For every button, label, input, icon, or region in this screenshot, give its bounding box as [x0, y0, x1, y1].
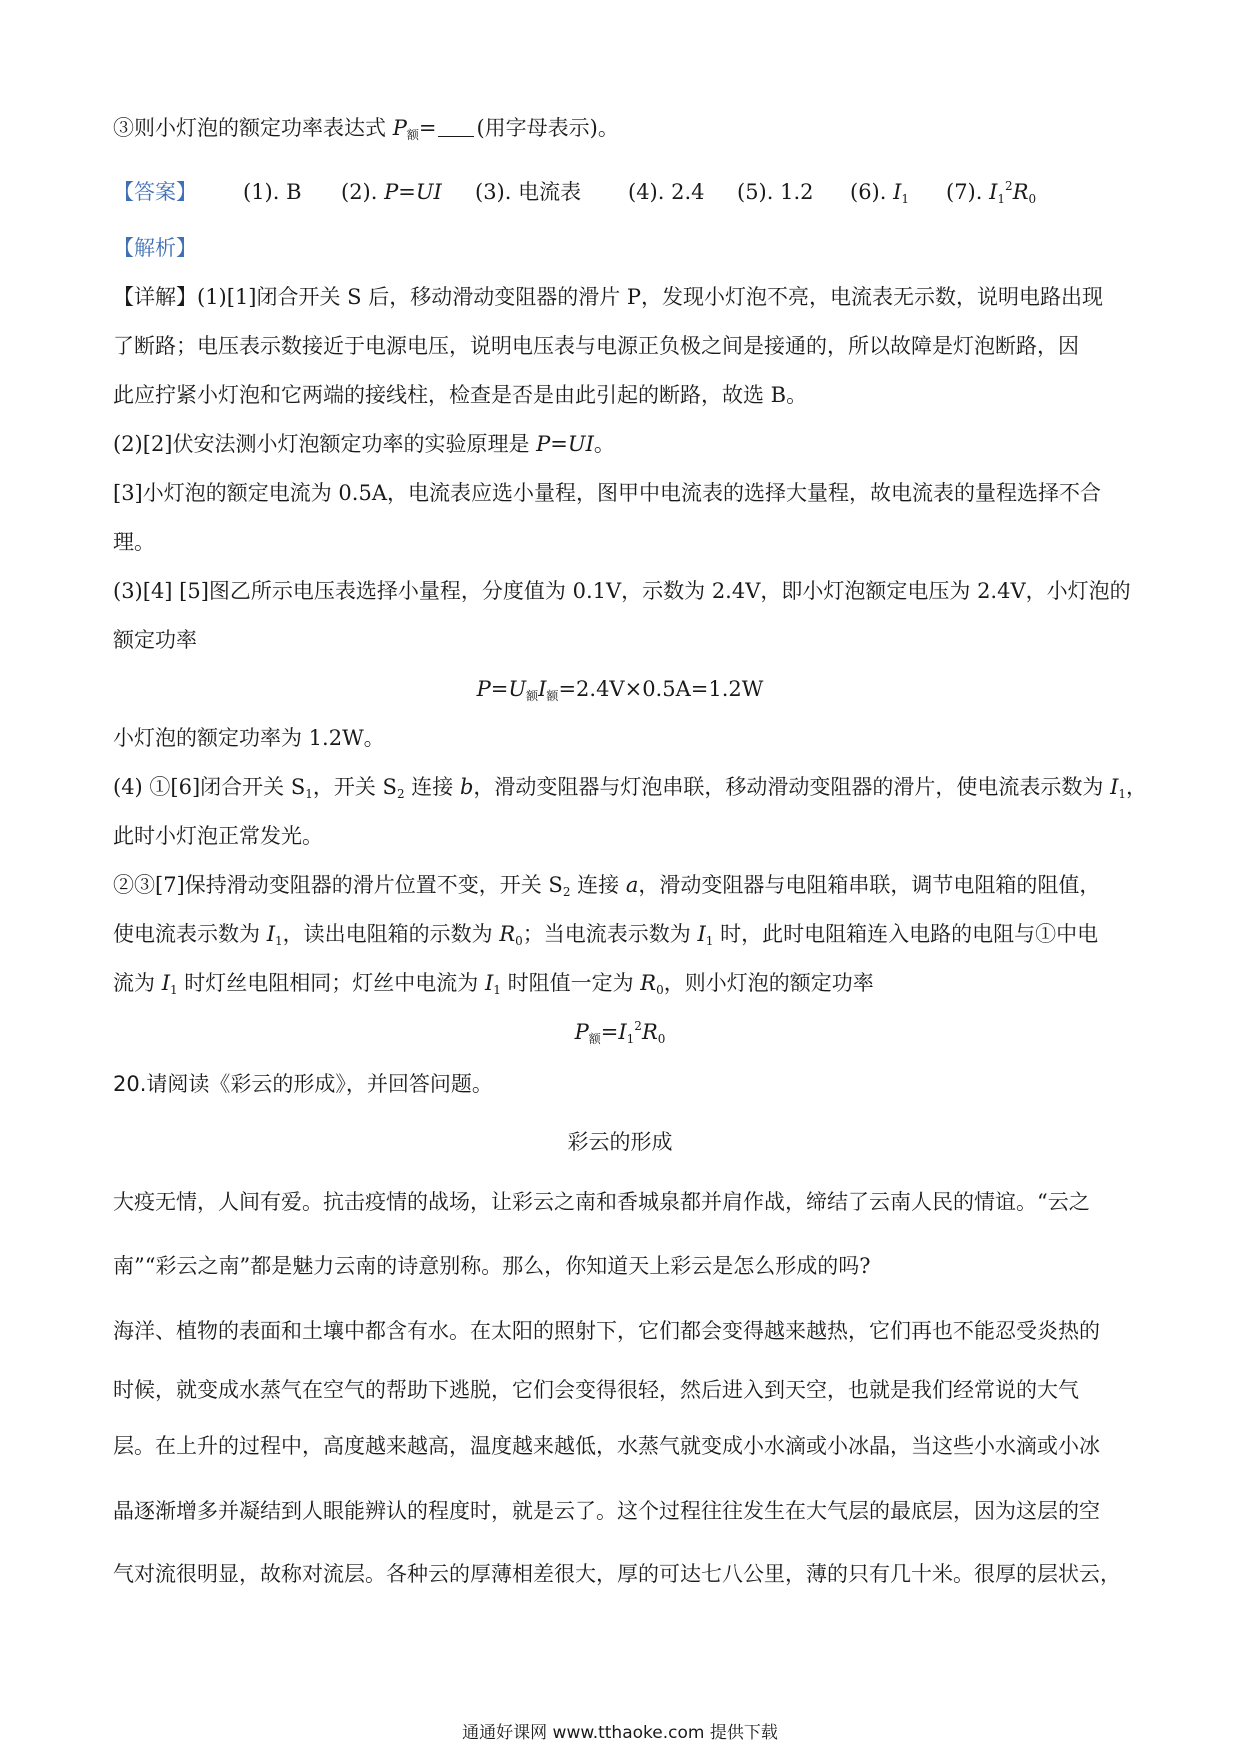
detail-line-11: 此时小灯泡正常发光。	[113, 824, 323, 848]
answer-item-3: (3). 电流表	[475, 180, 582, 204]
detail-line-1: 【详解】(1)[1]闭合开关 S 后，移动滑动变阻器的滑片 P，发现小灯泡不亮，电流表无示数，说明电路出现	[113, 285, 1104, 309]
detail-line-12: ②③[7]保持滑动变阻器的滑片位置不变，开关 $S_2$ 连接 a，滑动变阻器与电阻箱串联，调节电阻箱的阻值，	[113, 873, 1101, 899]
detail-line-3: 此应拧紧小灯泡和它两端的接线柱，检查是否是由此引起的断路，故选 B。	[113, 383, 808, 407]
article-line-6: 晶逐渐增多并凝结到人眼能辨认的程度时，就是云了。这个过程往往发生在大气层的最底层，因为这层的空	[113, 1499, 1100, 1523]
answer-item-1: (1). B	[243, 180, 302, 204]
detail-line-6: 理。	[113, 530, 155, 554]
detail-line-13: 使电流表示数为 $I_1$，读出电阻箱的示数为 $R_0$；当电流表示数为 $I_1$ 时，此时电阻箱连入电路的电阻与①中电	[113, 922, 1099, 948]
detail-line-5: [3]小灯泡的额定电流为 0.5A，电流表应选小量程，图甲中电流表的选择大量程，故电流表的量程选择不合	[113, 481, 1101, 505]
article-line-5: 层。在上升的过程中，高度越来越高，温度越来越低，水蒸气就变成小水滴或小冰晶，当这些小水滴或小冰	[113, 1434, 1100, 1458]
footer-watermark[interactable]: 通通好课网 www.tthaoke.com 提供下载	[462, 1723, 778, 1743]
article-line-3: 海洋、植物的表面和土壤中都含有水。在太阳的照射下，它们都会变得越来越热，它们再也不能忍受炎热的	[113, 1319, 1100, 1343]
article-line-1: 大疫无情，人间有爱。抗击疫情的战场，让彩云之南和香城泉都并肩作战，缔结了云南人民的情谊。“云之	[113, 1190, 1090, 1214]
article-line-4: 时候，就变成水蒸气在空气的帮助下逃脱，它们会变得很轻，然后进入到天空，也就是我们经常说的大气	[113, 1378, 1079, 1402]
answer-tag: 【答案】	[113, 180, 197, 204]
step3-line: ③则小灯泡的额定功率表达式 $P_额=$ (用字母表示)。	[113, 116, 619, 142]
equation-final-power: $P_额=I_1^2R_0$	[574, 1019, 666, 1046]
detail-line-7: (3)[4] [5]图乙所示电压表选择小量程，分度值为 0.1V，示数为 2.4V，即小灯泡额定电压为 2.4V，小灯泡的	[113, 579, 1131, 603]
detail-line-4: (2)[2]伏安法测小灯泡额定功率的实验原理是 P=UI。	[113, 432, 615, 456]
answer-item-2: (2). P=UI	[341, 180, 442, 204]
detail-line-10: (4) ①[6]闭合开关 $S_1$，开关 $S_2$ 连接 b，滑动变阻器与灯泡串联，移动滑动变阻器的滑片，使电流表示数为 $I_1$，	[113, 775, 1148, 801]
detail-line-2: 了断路；电压表示数接近于电源电压，说明电压表与电源正负极之间是接通的，所以故障是灯泡断路，因	[113, 334, 1079, 358]
detail-line-14: 流为 $I_1$ 时灯丝电阻相同；灯丝中电流为 $I_1$ 时阻值一定为 $R_0$，则小灯泡的额定功率	[113, 971, 874, 997]
article-line-2: 南”“彩云之南”都是魅力云南的诗意别称。那么，你知道天上彩云是怎么形成的吗?	[113, 1254, 871, 1278]
equation-rated-power: $P=U_额I_额=2.4V\times 0.5A=1.2W$	[476, 677, 764, 703]
article-line-7: 气对流很明显，故称对流层。各种云的厚薄相差很大，厚的可达七八公里，薄的只有几十米。很厚的层状云，	[113, 1562, 1121, 1586]
article-title: 彩云的形成	[567, 1130, 673, 1154]
answer-item-5: (5). 1.2	[737, 180, 814, 204]
analysis-tag: 【解析】	[113, 236, 197, 260]
answer-item-7: (7). $I_1^2R_0$	[946, 179, 1037, 206]
question-20-heading: 20.请阅读《彩云的形成》，并回答问题。	[113, 1072, 493, 1096]
detail-line-9: 小灯泡的额定功率为 1.2W。	[113, 726, 385, 750]
answer-item-4: (4). 2.4	[628, 180, 705, 204]
detail-line-8: 额定功率	[113, 628, 197, 652]
answer-item-6: (6). $I_1$	[850, 180, 910, 206]
answer-blank[interactable]	[438, 120, 474, 137]
